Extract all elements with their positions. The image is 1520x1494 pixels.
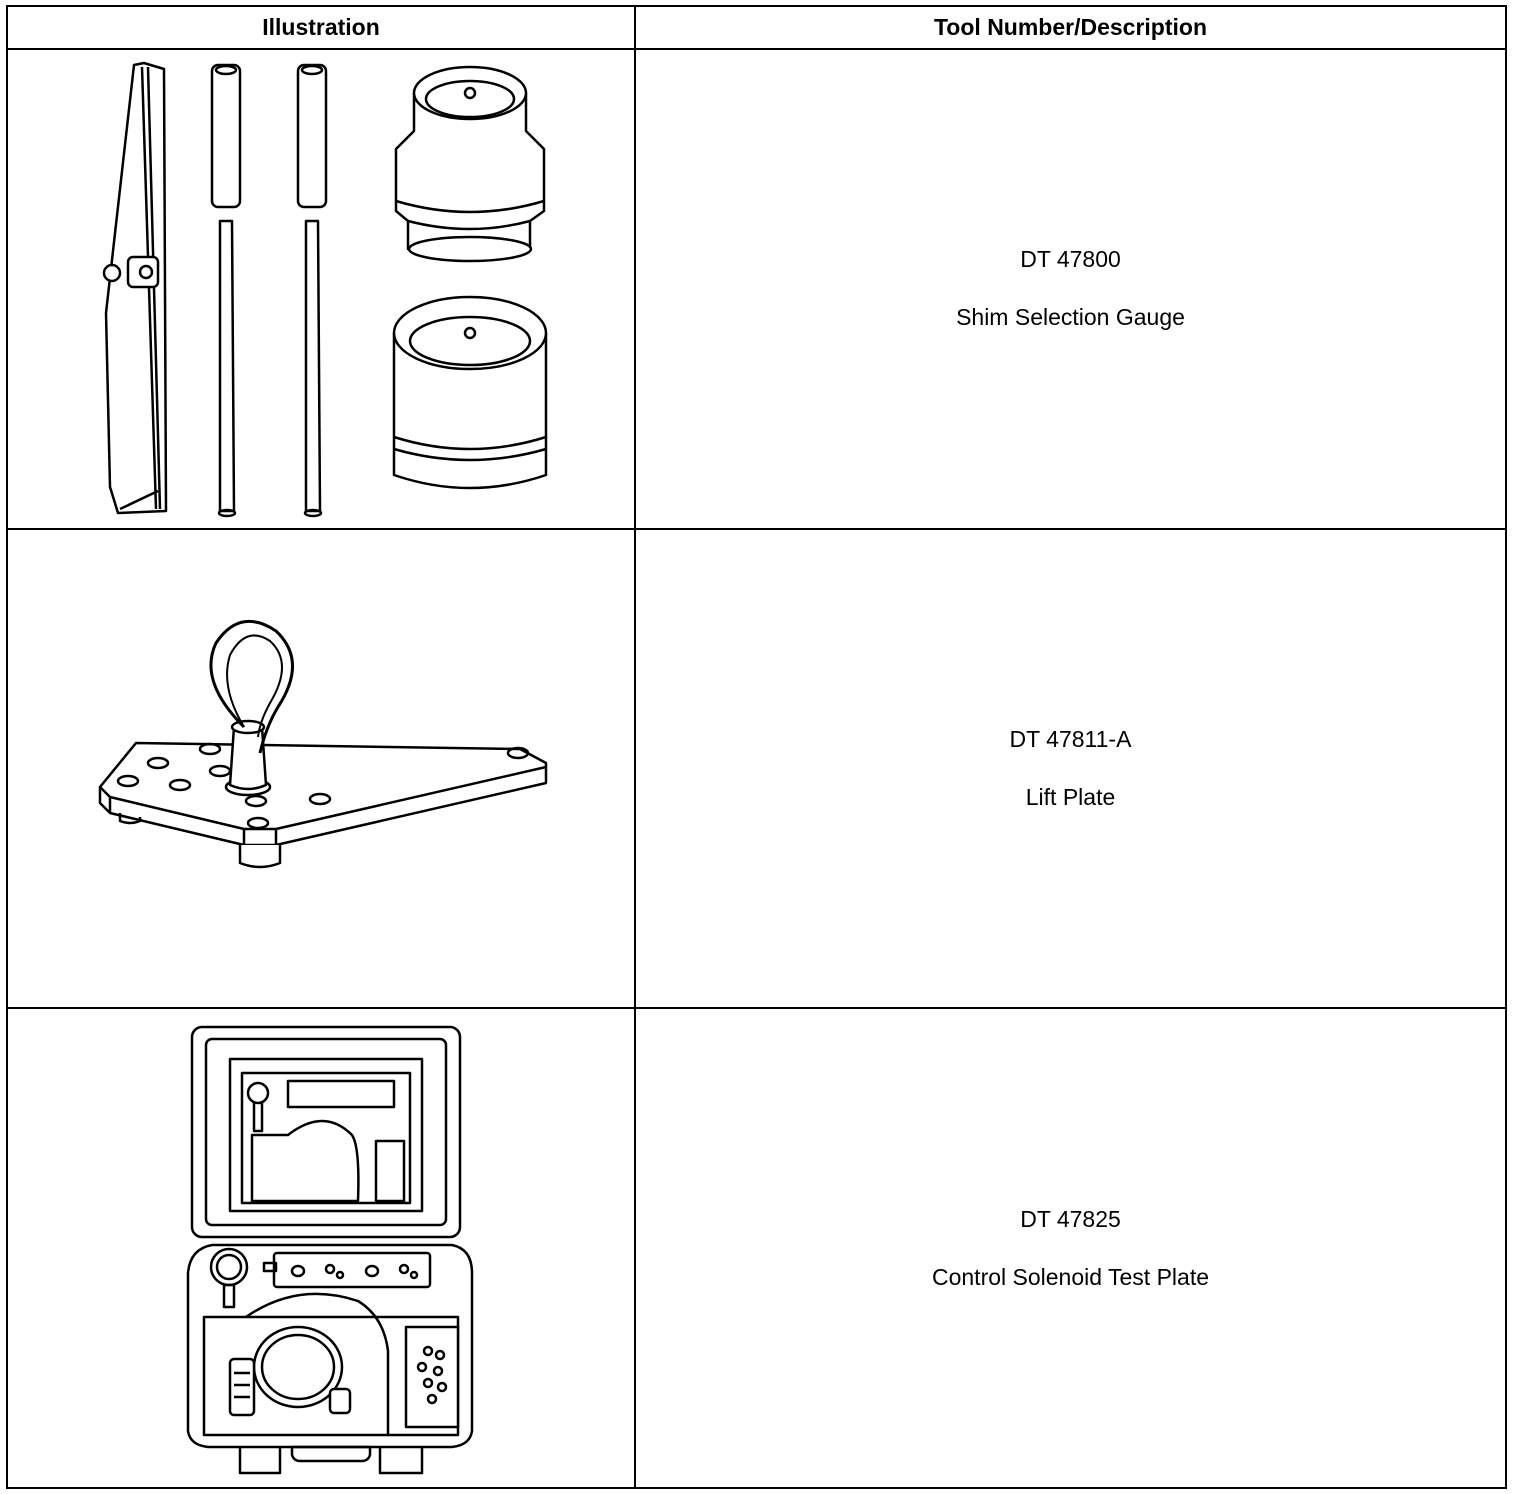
tool-description-cell [635,49,1506,529]
tool-description-cell [635,1008,1506,1488]
tool-number: DT 47800 [1020,246,1121,273]
tool-description: Lift Plate [1025,784,1116,810]
illustration-cell [7,49,635,529]
tool-description: Control Solenoid Test Plate [931,1263,1210,1290]
table-row [7,529,1506,1009]
tool-description: Shim Selection Gauge [956,304,1185,331]
illustration-header: Illustration [7,6,635,49]
tool-number: DT 47825 [1020,1205,1121,1232]
tool-description-cell [635,529,1506,1009]
lift-plate-illustration [8,531,636,1006]
special-tools-table [6,5,1507,1489]
table-header-row [7,6,1506,49]
tool-number-description-header: Tool Number/Description [635,6,1506,49]
illustration-cell [7,1008,635,1488]
table-row [7,1008,1506,1488]
shim-selection-gauge-illustration [8,51,636,526]
control-solenoid-test-plate-kit-illustration [8,1011,636,1486]
illustration-cell [7,529,635,1009]
table-row [7,49,1506,529]
tool-number: DT 47811-A [1009,726,1132,752]
